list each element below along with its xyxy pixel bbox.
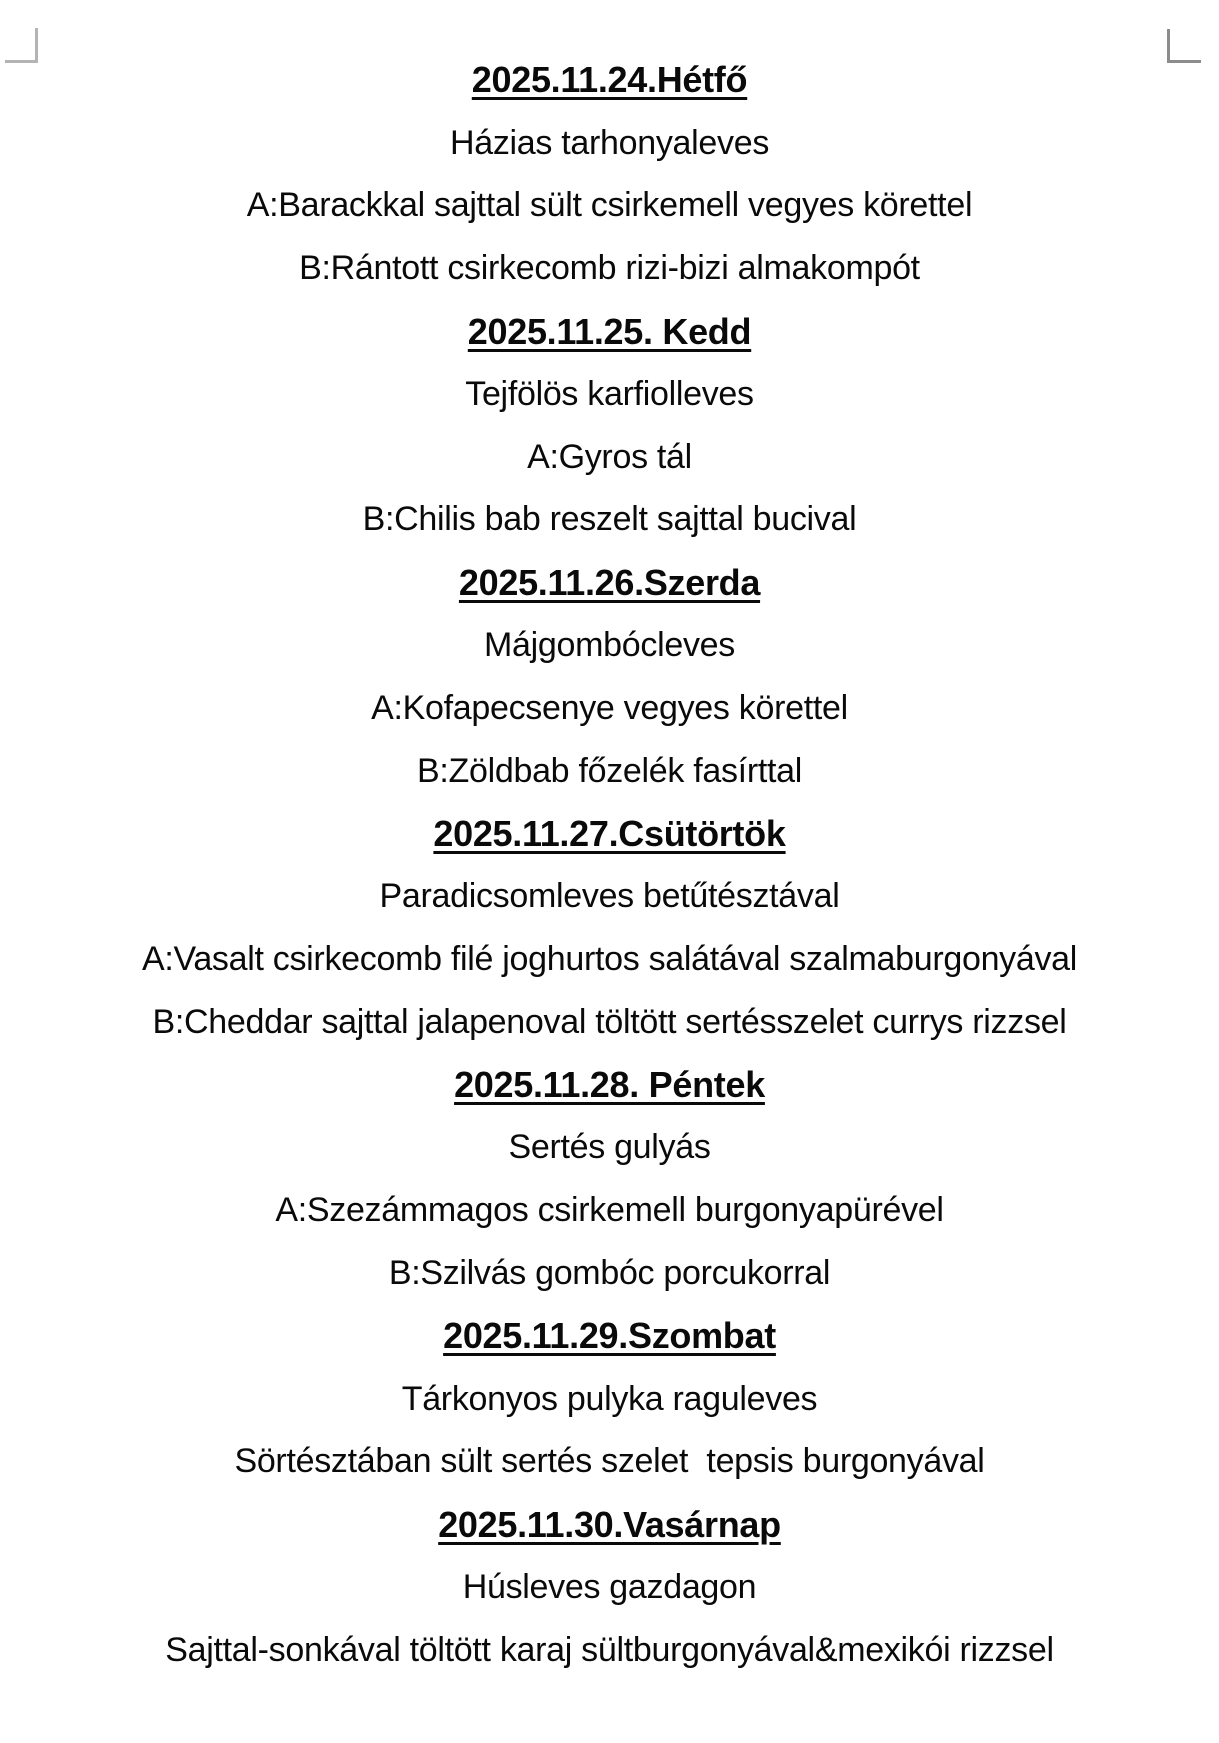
- menu-line-soup: Házias tarhonyaleves: [449, 123, 770, 162]
- day-date-heading: 2025.11.27.Csütörtök: [433, 812, 786, 854]
- day-section-hetfo: [0, 49, 1219, 300]
- day-section-szerda: [0, 551, 1219, 802]
- menu-line-soup: Tárkonyos pulyka raguleves: [401, 1379, 818, 1418]
- menu-line-option-a: A:Szezámmagos csirkemell burgonyapürével: [275, 1191, 944, 1230]
- menu-line-main: Sörtésztában sült sertés szelet tepsis burgonyával: [234, 1442, 985, 1481]
- day-section-szombat: [0, 1305, 1219, 1493]
- menu-line-option-a: A:Barackkal sajttal sült csirkemell vegyes körettel: [246, 186, 973, 225]
- menu-line-option-a: A:Vasalt csirkecomb filé joghurtos salátával szalmaburgonyával: [141, 940, 1078, 979]
- day-date-heading: 2025.11.24.Hétfő: [471, 59, 748, 101]
- day-section-vasarnap: [0, 1493, 1219, 1681]
- day-date-heading: 2025.11.30.Vasárnap: [438, 1503, 781, 1545]
- menu-line-option-a: A:Kofapecsenye vegyes körettel: [371, 688, 848, 727]
- day-date-heading: 2025.11.28. Péntek: [454, 1064, 765, 1106]
- menu-line-option-a: A:Gyros tál: [527, 437, 692, 476]
- weekly-menu: [0, 49, 1219, 1682]
- menu-line-option-b: B:Cheddar sajttal jalapenoval töltött sertésszelet currys rizzsel: [152, 1002, 1067, 1041]
- menu-line-option-b: B:Zöldbab főzelék fasírttal: [417, 751, 802, 790]
- day-section-kedd: [0, 300, 1219, 551]
- menu-line-option-b: B:Chilis bab reszelt sajttal bucival: [362, 500, 857, 539]
- menu-line-soup: Sertés gulyás: [508, 1128, 711, 1167]
- menu-line-soup: Húsleves gazdagon: [462, 1568, 757, 1607]
- day-date-heading: 2025.11.26.Szerda: [458, 561, 761, 603]
- menu-line-soup: Májgombócleves: [484, 626, 735, 665]
- day-date-heading: 2025.11.25. Kedd: [467, 310, 752, 352]
- day-date-heading: 2025.11.29.Szombat: [443, 1315, 776, 1357]
- menu-line-main: Sajttal-sonkával töltött karaj sültburgonyával&mexikói rizzsel: [165, 1630, 1054, 1669]
- day-section-csutortok: [0, 803, 1219, 1054]
- menu-line-soup: Paradicsomleves betűtésztával: [379, 877, 840, 916]
- menu-line-soup: Tejfölös karfiolleves: [465, 374, 754, 413]
- menu-line-option-b: B:Szilvás gombóc porcukorral: [388, 1254, 831, 1293]
- day-section-pentek: [0, 1054, 1219, 1305]
- menu-line-option-b: B:Rántott csirkecomb rizi-bizi almakompót: [299, 249, 920, 288]
